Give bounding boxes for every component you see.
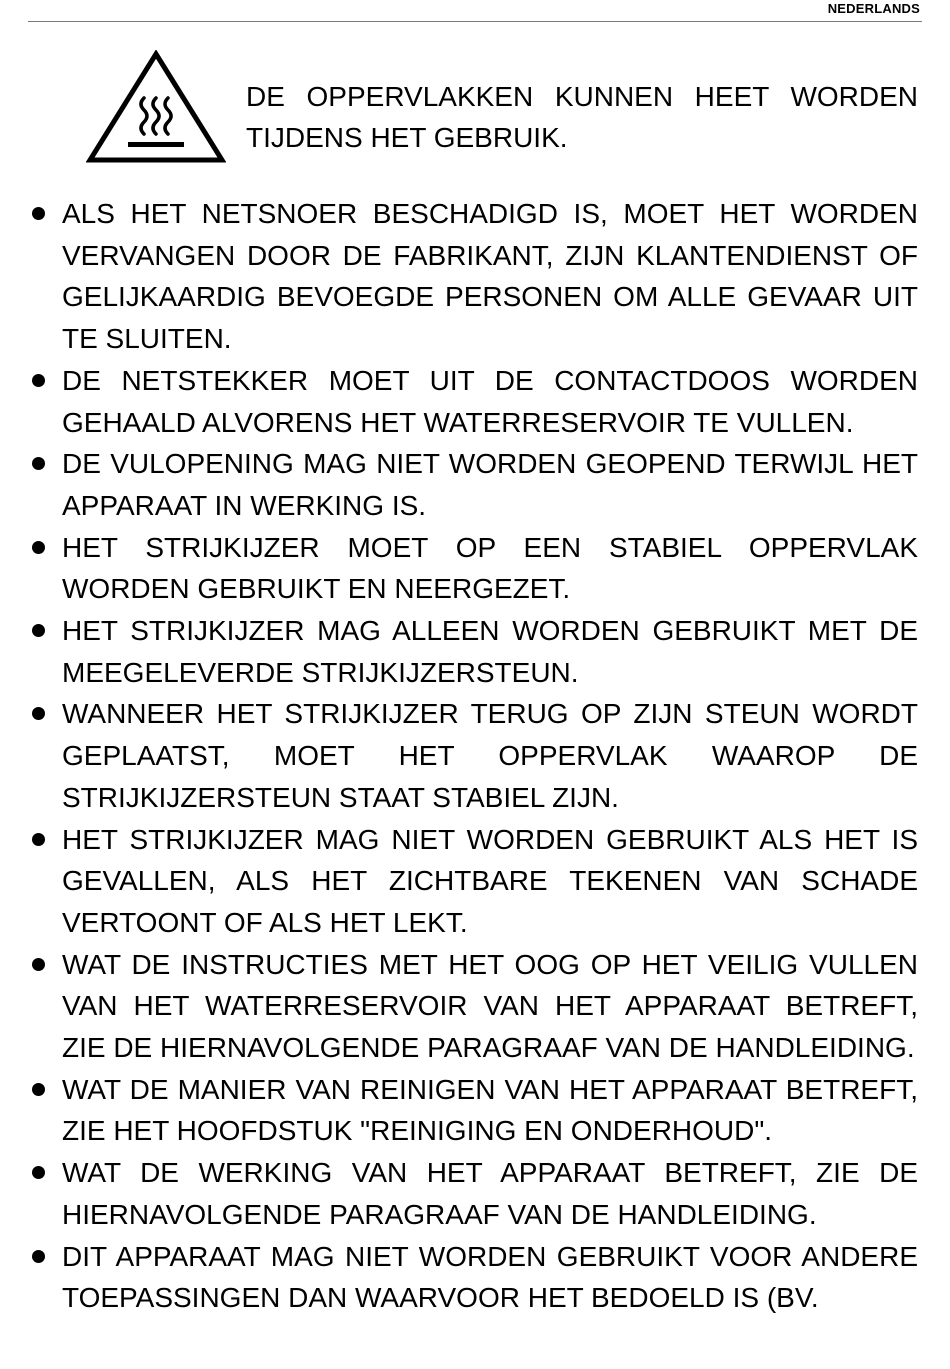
bullet-icon: [32, 958, 45, 971]
list-item-text: ALS HET NETSNOER BESCHADIGD IS, MOET HET WORDEN VERVANGEN DOOR DE FABRIKANT, ZIJN KLANTENDIENST OF GELIJKAARDIG BEVOEGDE PERSONEN OM ALLE GEVAAR UIT TE SLUITEN.: [62, 198, 918, 355]
bullet-icon: [32, 374, 45, 387]
page-header: [28, 0, 922, 22]
hot-surface-warning: [86, 50, 918, 165]
list-item-text: WAT DE WERKING VAN HET APPARAAT BETREFT, ZIE DE HIERNAVOLGENDE PARAGRAAF VAN DE HANDLEIDING.: [62, 1157, 918, 1230]
list-item: [28, 610, 918, 693]
list-item: [28, 1152, 918, 1235]
bullet-icon: [32, 207, 45, 220]
list-item-text: DE NETSTEKKER MOET UIT DE CONTACTDOOS WORDEN GEHAALD ALVORENS HET WATERRESERVOIR TE VULLEN.: [62, 364, 918, 438]
bullet-icon: [32, 707, 45, 720]
hot-surface-warning-icon: [86, 50, 226, 164]
list-item: [28, 693, 918, 818]
list-item: [28, 1236, 918, 1319]
list-item-text: HET STRIJKIJZER MAG NIET WORDEN GEBRUIKT ALS HET IS GEVALLEN, ALS HET ZICHTBARE TEKENEN VAN SCHADE VERTOONT OF ALS HET LEKT.: [62, 823, 918, 938]
list-item: [28, 193, 918, 360]
language-label: NEDERLANDS: [827, 1, 920, 16]
list-item-text: DIT APPARAAT MAG NIET WORDEN GEBRUIKT VOOR ANDERE TOEPASSINGEN DAN WAARVOOR HET BEDOELD IS (BV.: [62, 1240, 918, 1314]
list-item: [28, 360, 918, 443]
list-item-text: HET STRIJKIJZER MOET OP EEN STABIEL OPPERVLAK WORDEN GEBRUIKT EN NEERGEZET.: [62, 531, 918, 605]
list-item-text: DE VULOPENING MAG NIET WORDEN GEOPEND TERWIJL HET APPARAAT IN WERKING IS.: [62, 448, 918, 521]
list-item: [28, 944, 918, 1069]
bullet-icon: [32, 1083, 45, 1096]
bullet-icon: [32, 624, 45, 637]
list-item-text: WAT DE INSTRUCTIES MET HET OOG OP HET VEILIG VULLEN VAN HET WATERRESERVOIR VAN HET APPARAAT BETREFT, ZIE DE HIERNAVOLGENDE PARAGRAAF VAN DE HANDLEIDING.: [62, 948, 918, 1064]
warning-text: DE OPPERVLAKKEN KUNNEN HEET WORDEN TIJDENS HET GEBRUIK.: [246, 81, 918, 153]
list-item: [28, 443, 918, 526]
bullet-icon: [32, 1250, 45, 1263]
bullet-icon: [32, 1166, 45, 1179]
list-item-text: WANNEER HET STRIJKIJZER TERUG OP ZIJN STEUN WORDT GEPLAATST, MOET HET OPPERVLAK WAAROP DE STRIJKIJZERSTEUN STAAT STABIEL ZIJN.: [62, 698, 918, 813]
safety-instructions-list: [28, 193, 918, 1319]
bullet-icon: [32, 833, 45, 846]
bullet-icon: [32, 457, 45, 470]
list-item-text: HET STRIJKIJZER MAG ALLEEN WORDEN GEBRUIKT MET DE MEEGELEVERDE STRIJKIJZERSTEUN.: [62, 615, 918, 688]
list-item: [28, 527, 918, 610]
bullet-icon: [32, 541, 45, 554]
list-item: [28, 1069, 918, 1152]
list-item-text: WAT DE MANIER VAN REINIGEN VAN HET APPARAAT BETREFT, ZIE HET HOOFDSTUK "REINIGING EN ONDERHOUD".: [62, 1073, 918, 1147]
list-item: [28, 819, 918, 944]
